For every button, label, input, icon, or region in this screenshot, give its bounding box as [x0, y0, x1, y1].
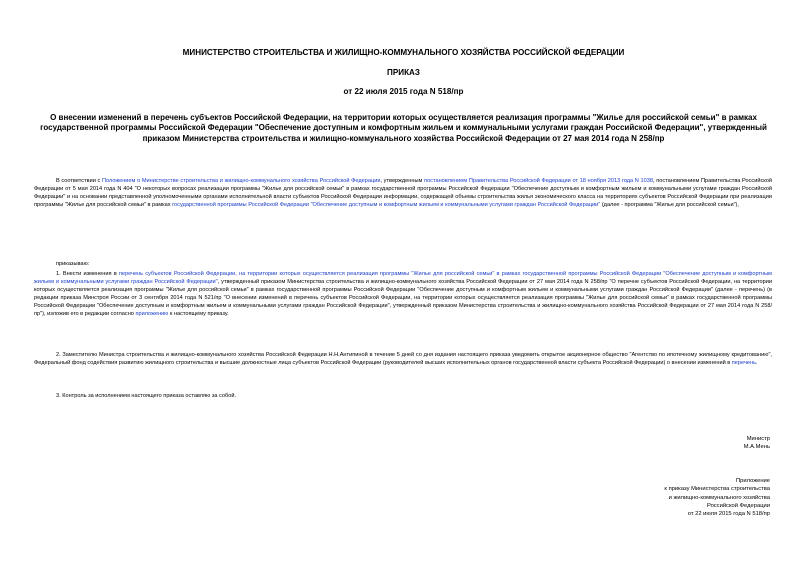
appendix-header [664, 477, 770, 518]
ministry-name: МИНИСТЕРСТВО СТРОИТЕЛЬСТВА И ЖИЛИЩНО-КОММУНАЛЬНОГО ХОЗЯЙСТВА РОССИЙСКОЙ ФЕДЕРАЦИИ [182, 48, 625, 57]
link-appendix[interactable]: приложению [135, 311, 169, 318]
order-word: приказываю: [56, 261, 90, 267]
appendix-line-1: Приложение [735, 478, 770, 484]
link-regions-list[interactable]: перечень субъектов Российской Федерации, на территории которых осуществляется реализация программы "Жилье для российской семьи" в рамках государственной программы Российской Федерации "Обеспечение доступным и комфортным жильем и коммунальными услугами граждан Российской Федерации" [34, 271, 772, 286]
signer-position: Министр [746, 436, 770, 442]
link-state-program[interactable]: государственной программы Российской Федерации "Обеспечение доступным и комфортным жильем и коммунальными услугами граждан Российской Федерации" [172, 202, 601, 209]
signer-name: М.А.Мень [743, 444, 770, 451]
item-1-paragraph [34, 270, 772, 318]
link-government-decree-1038[interactable]: постановлением Правительства Российской Федерации от 18 ноября 2013 года N 1038 [424, 178, 653, 184]
preamble-text-3: , постановлением Правительства Российской Федерации от 5 мая 2014 года N 404 "О некоторых вопросах реализации программы "Жилье для российской семьи" в рамках государственной программы Российской Федерации "Обеспечение доступным и комфортным жильем и коммунальными услугами граждан Российской Федерации" и на основании представленной уполномоченными органами исполнительной власти субъектов Российской Федерации информации, содержащей объемы строительства жилья экономического класса на территориях субъектов Российской Федерации при реализации программы "Жилье для российской семьи" в рамках [34, 178, 772, 209]
item-2-paragraph [34, 351, 772, 367]
item-2-text-1: 2. Заместителю Министра строительства и жилищно-коммунального хозяйства Российской Федерации Н.Н.Антипиной в течение 5 дней со дня издания настоящего приказа уведомить открытое акционерное общество "Агентство по ипотечному жилищному кредитованию", Федеральный фонд содействия развитию жилищного строительства и высшие должностные лица субъектов Российской Федерации (руководителей высших исполнительных органов государственной власти субъекта Российской Федерации) о внесении изменений в [34, 352, 772, 367]
item-1-text-2: , утвержденный приказом Министерства строительства и жилищно-коммунального хозяйства Российской Федерации от 27 мая 2014 года N 258/пр "О перечне субъектов Российской Федерации, на территории которых осуществляется реализация программы "Жилье для российской семьи" в рамках государственной программы Российской Федерации "Обеспечение доступным и комфортным жильем и коммунальными услугами граждан Российской Федерации" (далее - перечень) (в редакции приказа Минстроя России от 3 сентября 2014 года N 521/пр "О внесении изменений в перечень субъектов Российской Федерации, на территории которых осуществляется реализация программы "Жилье для российской семьи" в рамках государственной программы Российской Федерации "Обеспечение доступным и комфортным жильем и коммунальными услугами граждан Российской Федерации", утвержденный приказом Министерства строительства и жилищно-коммунального хозяйства Российской Федерации от 27 мая 2014 года N 258/пр"), изложив его в редакции согласно [34, 279, 772, 318]
preamble-text-4: (далее - программа "Жилье для российской семьи"), [600, 202, 739, 209]
item-1-text-3: к настоящему приказу. [168, 311, 229, 318]
appendix-line-3: и жилищно-коммунального хозяйства [668, 494, 770, 501]
signature-block [744, 435, 770, 452]
item-2-text-2: . [756, 360, 758, 367]
link-ministry-regulation[interactable]: Положением о Министерстве строительства и жилищно-коммунального хозяйства Российской Федерации [101, 178, 381, 184]
order-date-number: от 22 июля 2015 года N 518/пр [343, 87, 464, 96]
appendix-line-4: Российской Федерации [706, 502, 770, 509]
item-3-paragraph: 3. Контроль за исполнением настоящего приказа оставляю за собой. [56, 393, 237, 399]
preamble-text-1: В соответствии с [56, 178, 102, 184]
document-type: ПРИКАЗ [387, 68, 420, 77]
preamble-text-2: , утвержденным [380, 178, 425, 184]
appendix-line-2: к приказу Министерства строительства [664, 486, 770, 493]
appendix-line-5: от 22 июля 2015 года N 518/пр [687, 511, 770, 518]
document-title: О внесении изменений в перечень субъектов Российской Федерации, на территории которых осуществляется реализация программы "Жилье для российской семьи" в рамках государственной программы Российской Федерации "Обеспечение доступным и комфортным жильем и коммунальными услугами граждан Российской Федерации", утвержденный приказом Министерства строительства и жилищно-коммунального хозяйства Российской Федерации от 27 мая 2014 года N 258/пр [40, 113, 767, 143]
link-list[interactable]: перечень [731, 360, 756, 367]
preamble-paragraph [34, 177, 772, 209]
item-1-text-1: 1. Внести изменения в [56, 271, 119, 277]
